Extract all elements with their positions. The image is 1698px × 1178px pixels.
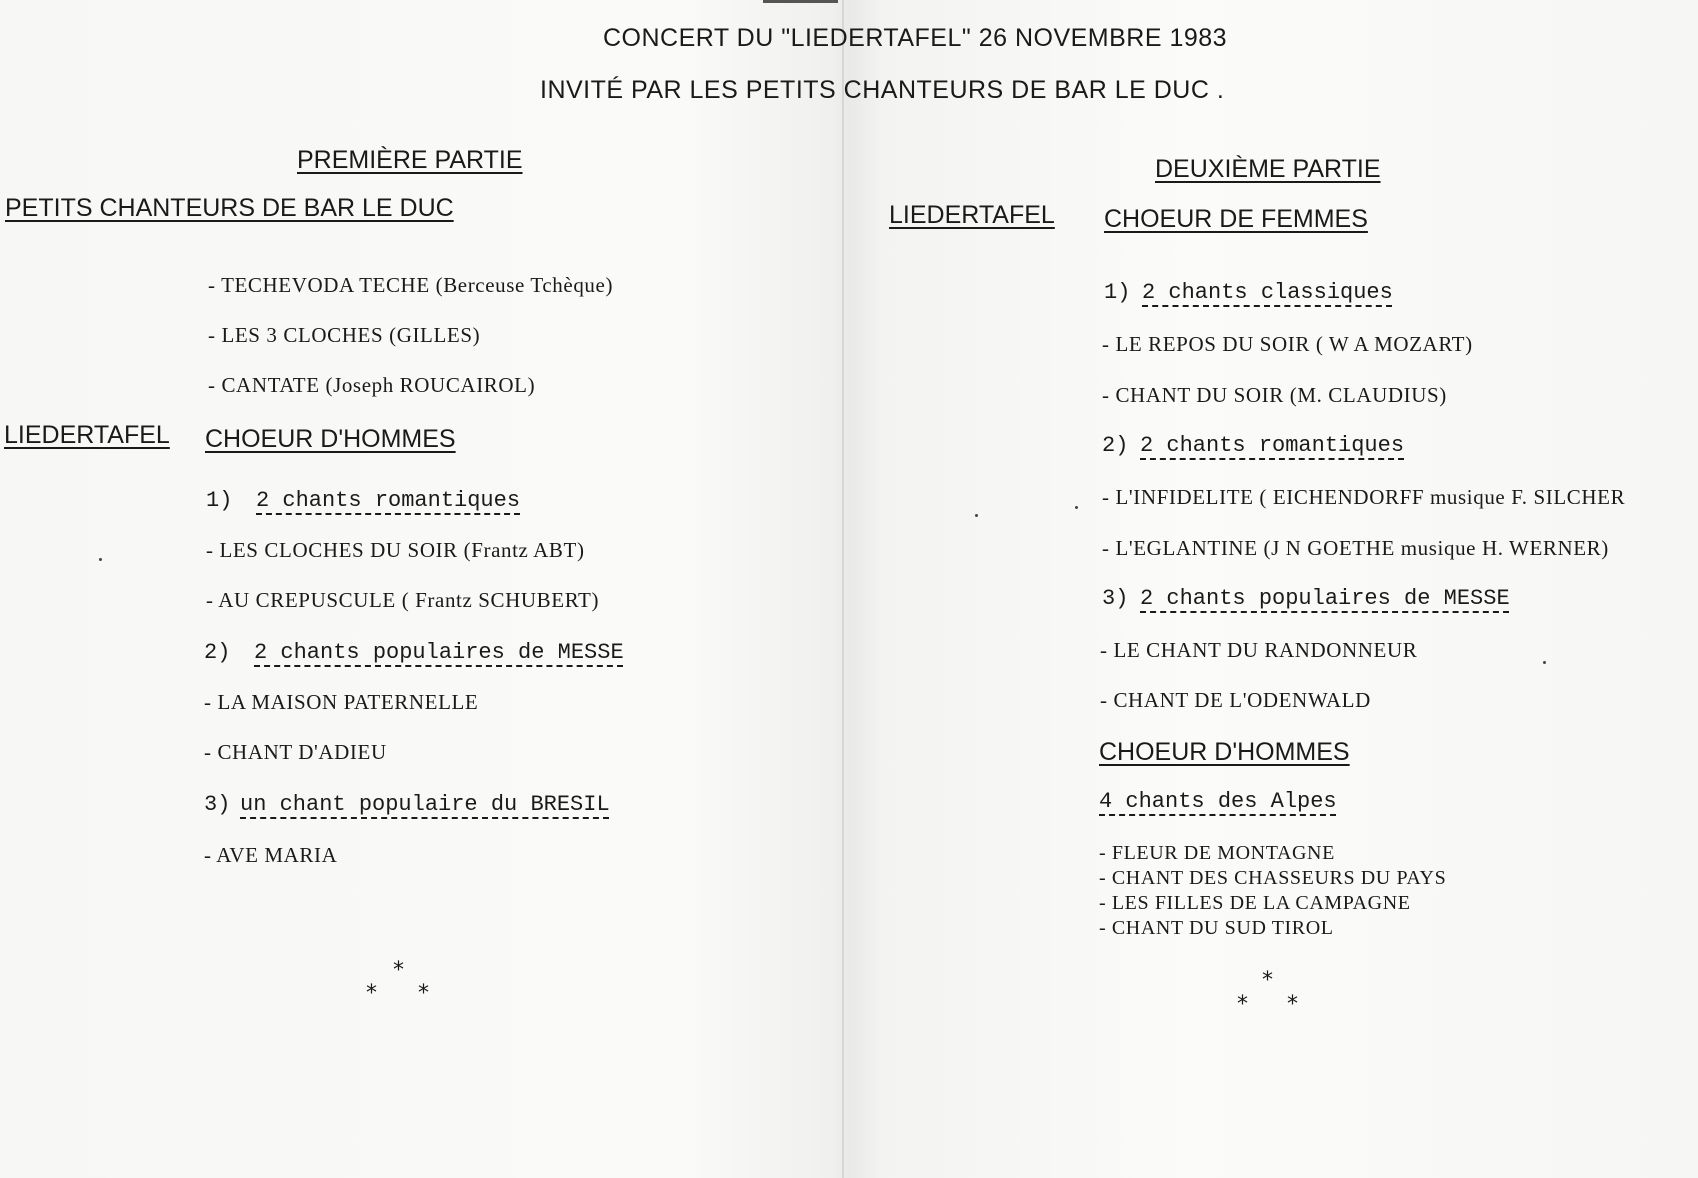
part1-group3-item: - AVE MARIA [204, 843, 338, 867]
part1-choir1-item: - LES 3 CLOCHES (GILLES) [208, 323, 481, 347]
part1-choir1-item: - TECHEVODA TECHE (Berceuse Tchèque) [208, 273, 614, 297]
part2-group4-title: 4 chants des Alpes [1099, 789, 1337, 814]
speck [1075, 506, 1078, 509]
star-ornament: * [366, 981, 377, 1006]
star-ornament: * [418, 981, 429, 1006]
part2-group2-title: 2 chants romantiques [1140, 433, 1405, 458]
part1-group1-item: - AU CREPUSCULE ( Frantz SCHUBERT) [206, 588, 600, 612]
part1-group2-num: 2) [204, 640, 231, 665]
part1-choir1-item: - CANTATE (Joseph ROUCAIROL) [208, 373, 536, 397]
part1-group3-title: un chant populaire du BRESIL [240, 792, 610, 817]
part1-choir2: LIEDERTAFEL [4, 421, 170, 449]
part1-group2-title: 2 chants populaires de MESSE [254, 640, 624, 665]
part1-group1-item: - LES CLOCHES DU SOIR (Frantz ABT) [206, 538, 585, 562]
part1-heading: PREMIÈRE PARTIE [297, 146, 523, 174]
part2-group4-item: - LES FILLES DE LA CAMPAGNE [1099, 892, 1411, 914]
part2-group3-item: - CHANT DE L'ODENWALD [1100, 688, 1371, 712]
part2-group4-item: - FLEUR DE MONTAGNE [1099, 842, 1335, 864]
part2-heading: DEUXIÈME PARTIE [1155, 155, 1381, 183]
part2-section2: CHOEUR D'HOMMES [1099, 738, 1350, 766]
part1-choir1: PETITS CHANTEURS DE BAR LE DUC [5, 194, 454, 222]
part2-group1-item: - LE REPOS DU SOIR ( W A MOZART) [1102, 332, 1473, 356]
part2-group2-item: - L'EGLANTINE (J N GOETHE musique H. WERNER) [1102, 536, 1609, 560]
star-ornament: * [393, 958, 404, 983]
part2-section1: CHOEUR DE FEMMES [1104, 205, 1368, 233]
part2-group4-item: - CHANT DES CHASSEURS DU PAYS [1099, 867, 1447, 889]
star-ornament: * [1262, 968, 1273, 993]
part1-group1-title: 2 chants romantiques [256, 488, 521, 513]
star-ornament: * [1237, 992, 1248, 1017]
part2-group3-title: 2 chants populaires de MESSE [1140, 586, 1510, 611]
part2-group3-item: - LE CHANT DU RANDONNEUR [1100, 638, 1418, 662]
part1-group2-item: - CHANT D'ADIEU [204, 740, 387, 764]
part1-group2-item: - LA MAISON PATERNELLE [204, 690, 479, 714]
part2-group2-num: 2) [1102, 433, 1129, 458]
speck [1543, 661, 1546, 664]
concert-subtitle: INVITÉ PAR LES PETITS CHANTEURS DE BAR LE DUC . [540, 76, 1225, 104]
part2-group1-num: 1) [1104, 280, 1131, 305]
part2-group1-title: 2 chants classiques [1142, 280, 1393, 305]
part2-group4-item: - CHANT DU SUD TIROL [1099, 917, 1334, 939]
part2-group1-item: - CHANT DU SOIR (M. CLAUDIUS) [1102, 383, 1447, 407]
speck [99, 558, 102, 561]
star-ornament: * [1287, 992, 1298, 1017]
part1-group3-num: 3) [204, 792, 231, 817]
part2-group3-num: 3) [1102, 586, 1129, 611]
speck [975, 514, 978, 517]
part2-group2-item: - L'INFIDELITE ( EICHENDORFF musique F. SILCHER [1102, 485, 1626, 509]
part2-choir: LIEDERTAFEL [889, 201, 1055, 229]
part1-group1-num: 1) [206, 488, 233, 513]
page-fold [842, 0, 844, 1178]
part1-choir2-section: CHOEUR D'HOMMES [205, 425, 456, 453]
top-mark [763, 0, 838, 3]
concert-title: CONCERT DU "LIEDERTAFEL" 26 NOVEMBRE 1983 [603, 24, 1228, 52]
